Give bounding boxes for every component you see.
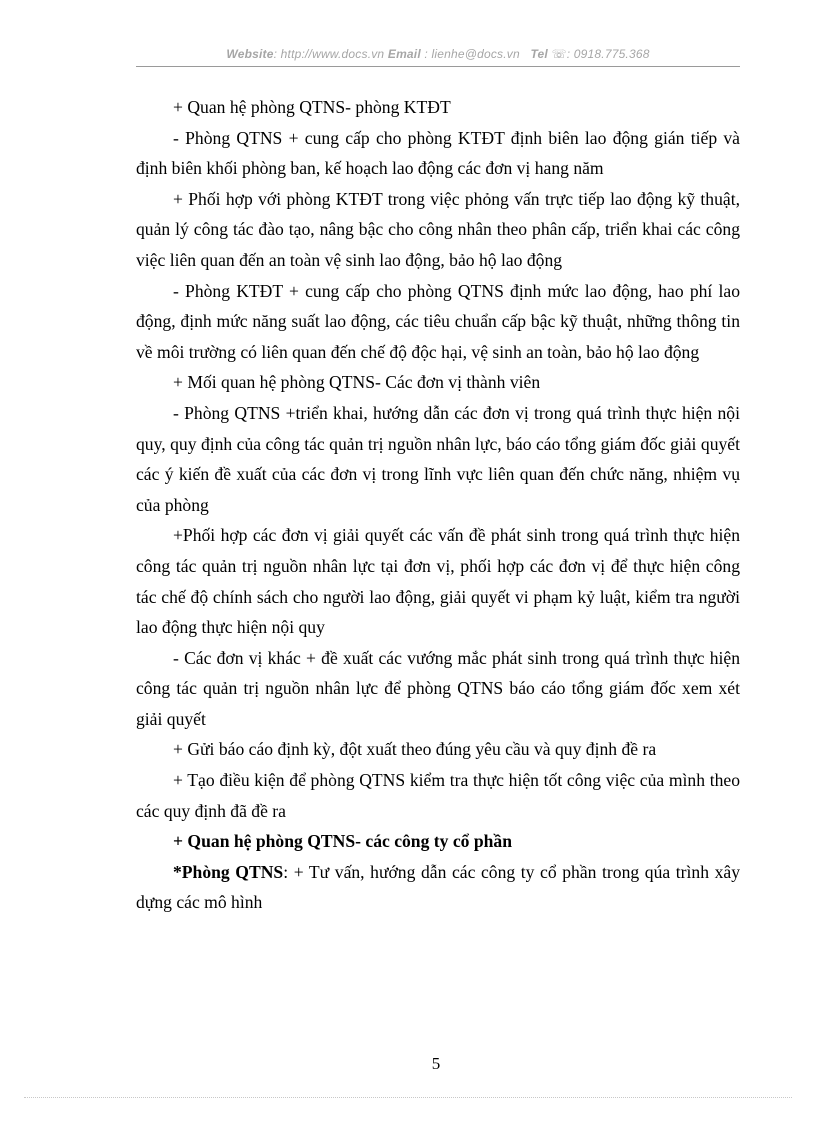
tel-label: Tel — [530, 47, 548, 61]
paragraph: + Mối quan hệ phòng QTNS- Các đơn vị thành viên — [173, 372, 541, 393]
section-heading: + Quan hệ phòng QTNS- các công ty cổ phần — [173, 831, 512, 852]
phone-icon: ☏ — [551, 47, 567, 61]
email-value: : lienhe@docs.vn — [420, 47, 520, 61]
paragraph: - Phòng QTNS +triển khai, hướng dẫn các đơn vị trong quá trình thực hiện nội quy, quy định của công tác quản trị nguồn nhân lực, báo cáo tổng giám đốc giải quyết các ý kiến đề xuất của các đơn vị trong lĩnh vực liên quan đến chức năng, nhiệm vụ của phòng — [136, 402, 740, 515]
paragraph-lead: *Phòng QTNS — [173, 861, 284, 882]
paragraph: + Quan hệ phòng QTNS- phòng KTĐT — [173, 97, 451, 117]
paragraph: + Phối hợp với phòng KTĐT trong việc phỏng vấn trực tiếp lao động kỹ thuật, quản lý công tác đào tạo, nâng bậc cho công nhân theo phân cấp, triển khai các công việc liên quan đến an toàn vệ sinh lao động, bảo hộ lao động — [136, 188, 740, 270]
website-value: : http://www.docs.vn — [273, 47, 385, 61]
paragraph: - Phòng QTNS + cung cấp cho phòng KTĐT định biên lao động gián tiếp và định biên khối phòng ban, kế hoạch lao động các đơn vị hang năm — [136, 127, 740, 179]
page-number: 5 — [431, 1054, 441, 1073]
paragraph: +Phối hợp các đơn vị giải quyết các vấn đề phát sinh trong quá trình thực hiện công tác quản trị nguồn nhân lực tại đơn vị, phối hợp các đơn vị để thực hiện công tác chế độ chính sách cho người lao động, giải quyết vi phạm kỷ luật, kiểm tra người lao động thực hiện nội quy — [136, 525, 740, 638]
header-rule — [136, 66, 740, 67]
paragraph — [136, 857, 740, 918]
tel-value: : 0918.775.368 — [566, 47, 650, 61]
website-label: Website — [226, 47, 274, 61]
document-body — [136, 92, 740, 918]
paragraph-rest: : + Tư vấn, hướng dẫn các công ty cổ phần trong qúa trình xây dựng các mô hình — [136, 861, 740, 913]
page-header — [136, 47, 740, 61]
paragraph: - Phòng KTĐT + cung cấp cho phòng QTNS định mức lao động, hao phí lao động, định mức năng suất lao động, các tiêu chuẩn cấp bậc kỹ thuật, những thông tin về môi trường có liên quan đến chế độ độc hại, vệ sinh an toàn, bảo hộ lao động — [136, 280, 740, 362]
paragraph: - Các đơn vị khác + đề xuất các vướng mắc phát sinh trong quá trình thực hiện công tác quản trị nguồn nhân lực để phòng QTNS báo cáo tổng giám đốc xem xét giải quyết — [136, 647, 740, 729]
email-label: Email — [387, 47, 421, 61]
paragraph: + Gửi báo cáo định kỳ, đột xuất theo đúng yêu cầu và quy định đề ra — [173, 739, 657, 760]
paragraph: + Tạo điều kiện để phòng QTNS kiểm tra thực hiện tốt công việc của mình theo các quy định đã đề ra — [136, 770, 740, 821]
bottom-rule — [24, 1097, 792, 1098]
